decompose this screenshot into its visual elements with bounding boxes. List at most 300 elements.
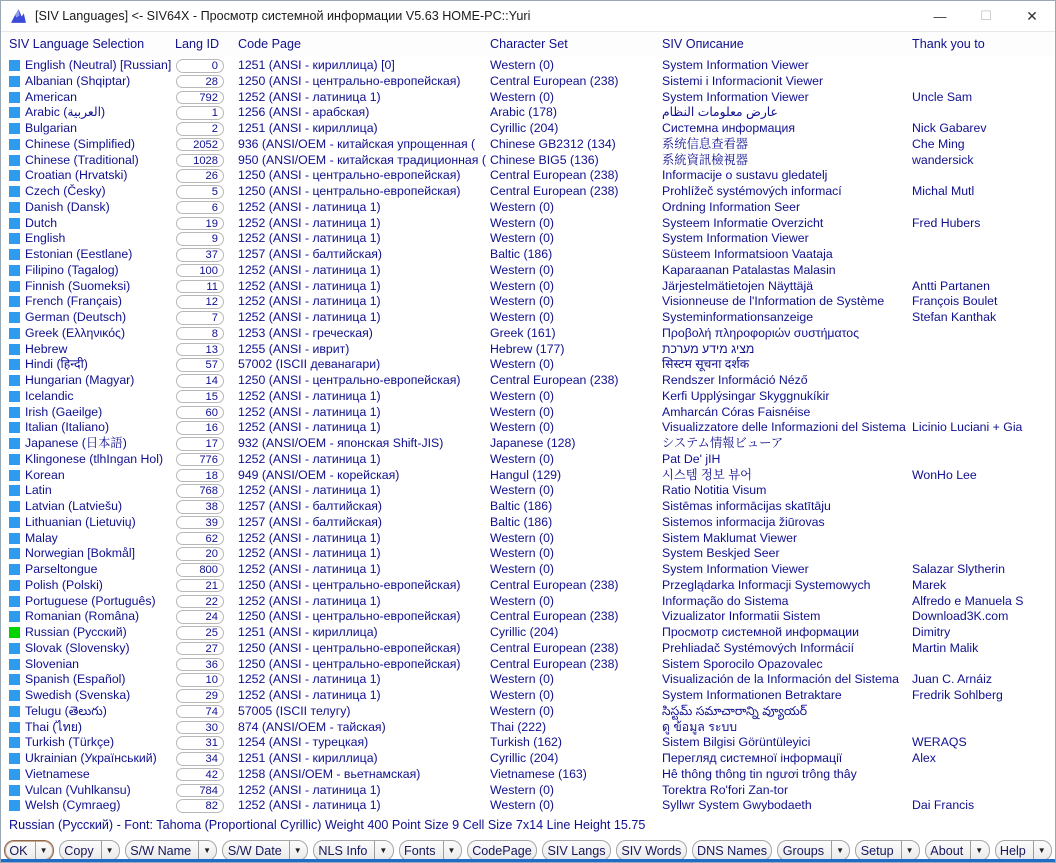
toolbar-button-setup[interactable] <box>855 840 920 861</box>
table-row <box>1 216 1055 232</box>
table-header <box>1 32 1055 57</box>
language-checkbox[interactable] <box>9 123 20 134</box>
language-checkbox[interactable] <box>9 485 20 496</box>
character-set-value: Cyrillic (204) <box>490 121 559 135</box>
language-name[interactable]: Hebrew <box>25 341 68 356</box>
language-name[interactable]: Arabic (العربية) <box>25 105 106 120</box>
lang-id-field[interactable]: 24 <box>176 610 224 624</box>
language-name[interactable]: Dutch <box>25 215 58 230</box>
table-row <box>1 263 1055 279</box>
language-checkbox[interactable] <box>9 517 20 528</box>
language-name[interactable]: Klingonese (tlhIngan Hol) <box>25 451 164 466</box>
siv-description-value: Visualizzatore delle Informazioni del Sistema <box>662 420 906 435</box>
language-checkbox[interactable] <box>9 233 20 244</box>
table-row <box>1 735 1055 751</box>
language-checkbox[interactable] <box>9 202 20 213</box>
language-name[interactable]: Czech (Česky) <box>25 184 106 198</box>
language-checkbox[interactable] <box>9 359 20 370</box>
code-page-value: 1252 (ANSI - латиница 1) <box>238 483 381 498</box>
lang-id-field[interactable]: 13 <box>176 343 224 357</box>
lang-id-field[interactable]: 0 <box>176 59 224 73</box>
language-name[interactable]: English (Neutral) [Russian] <box>25 58 172 72</box>
code-page-value: 1251 (ANSI - кириллица) <box>238 625 378 639</box>
language-checkbox[interactable] <box>9 186 20 197</box>
thank-you-value: Fred Hubers <box>912 215 981 230</box>
language-name[interactable]: Icelandic <box>25 388 74 403</box>
button-label: SIV Langs <box>547 843 606 858</box>
lang-id-field[interactable]: 31 <box>176 736 224 750</box>
language-checkbox[interactable] <box>9 407 20 418</box>
thank-you-value <box>912 499 1053 515</box>
character-set-value: Central European (238) <box>490 184 619 198</box>
close-button[interactable] <box>1009 1 1055 31</box>
maximize-button[interactable] <box>963 1 1009 31</box>
language-name[interactable]: Polish (Polski) <box>25 577 103 592</box>
lang-id-field[interactable]: 20 <box>176 547 224 561</box>
lang-id-field[interactable]: 57 <box>176 358 224 372</box>
language-checkbox[interactable] <box>9 454 20 465</box>
toolbar-button-ok[interactable] <box>4 840 54 861</box>
code-page-value: 1250 (ANSI - центрально-европейская) <box>238 168 461 183</box>
dropdown-arrow-icon[interactable]: ▼ <box>970 841 986 860</box>
character-set-value: Western (0) <box>490 278 555 293</box>
language-name[interactable]: Italian (Italiano) <box>25 420 110 435</box>
language-name[interactable]: Lithuanian (Lietuvių) <box>25 514 136 529</box>
thank-you-value: Antti Partanen <box>912 278 990 293</box>
table-row <box>1 641 1055 657</box>
language-name[interactable]: Hungarian (Magyar) <box>25 373 135 387</box>
toolbar-button-siv-words[interactable] <box>616 840 687 861</box>
lang-id-field[interactable]: 25 <box>176 626 224 640</box>
siv-description-value: 系统信息查看器 <box>662 136 749 151</box>
table-row <box>1 58 1055 74</box>
table-row <box>1 184 1055 200</box>
thank-you-value: WERAQS <box>912 735 967 750</box>
table-row <box>1 279 1055 295</box>
table-row <box>1 436 1055 452</box>
lang-id-field[interactable]: 15 <box>176 390 224 404</box>
character-set-value: Western (0) <box>490 231 555 246</box>
lang-id-field[interactable]: 7 <box>176 311 224 325</box>
button-label: Help <box>999 843 1026 858</box>
language-checkbox[interactable] <box>9 470 20 481</box>
language-checkbox[interactable] <box>9 737 20 748</box>
table-row <box>1 153 1055 169</box>
status-text: Russian (Русский) - Font: Tahoma (Proportional Cyrillic) Weight 400 Point Size 9 Cell Size 7x14 Line Height 15.75 <box>9 818 646 832</box>
language-name[interactable]: Japanese (日本語) <box>25 436 127 450</box>
table-row <box>1 310 1055 326</box>
character-set-value: Cyrillic (204) <box>490 625 559 639</box>
code-page-value: 1251 (ANSI - кириллица) <box>238 751 378 765</box>
thank-you-value <box>912 546 1053 562</box>
language-name[interactable]: Croatian (Hrvatski) <box>25 168 128 183</box>
table-row <box>1 405 1055 421</box>
language-name[interactable]: Russian (Русский) <box>25 625 127 639</box>
language-checkbox[interactable] <box>9 769 20 780</box>
language-checkbox[interactable] <box>9 611 20 622</box>
dropdown-arrow-icon[interactable]: ▼ <box>1033 841 1049 860</box>
character-set-value: Western (0) <box>490 562 555 576</box>
code-page-value: 1253 (ANSI - греческая) <box>238 325 373 340</box>
code-page-value: 1250 (ANSI - центрально-европейская) <box>238 656 461 671</box>
lang-id-field[interactable]: 100 <box>176 264 224 278</box>
lang-id-field[interactable]: 38 <box>176 500 224 514</box>
character-set-value: Japanese (128) <box>490 436 576 450</box>
language-checkbox[interactable] <box>9 265 20 276</box>
language-checkbox[interactable] <box>9 155 20 166</box>
lang-id-field[interactable]: 5 <box>176 185 224 199</box>
lang-id-field[interactable]: 11 <box>176 280 224 294</box>
language-checkbox[interactable] <box>9 643 20 654</box>
dropdown-arrow-icon[interactable]: ▼ <box>374 841 390 860</box>
language-name[interactable]: Chinese (Simplified) <box>25 136 136 151</box>
code-page-value: 1252 (ANSI - латиница 1) <box>238 451 381 466</box>
language-checkbox[interactable] <box>9 690 20 701</box>
language-table-body <box>1 58 1055 815</box>
language-name[interactable]: Slovenian <box>25 656 80 671</box>
toolbar-button-nls-info[interactable] <box>313 840 394 861</box>
language-name[interactable]: Irish (Gaeilge) <box>25 404 103 419</box>
thank-you-value <box>912 452 1053 468</box>
character-set-value: Vietnamese (163) <box>490 766 587 781</box>
siv-description-value: Системна информация <box>662 121 796 135</box>
language-checkbox[interactable] <box>9 501 20 512</box>
siv-description-value: Sistem Bilgisi Görüntüleyici <box>662 735 811 750</box>
lang-id-field[interactable]: 60 <box>176 406 224 420</box>
title-bar <box>1 1 1055 32</box>
thank-you-value: Che Ming <box>912 136 965 151</box>
language-name[interactable]: Vietnamese <box>25 766 90 781</box>
language-name[interactable]: Portuguese (Português) <box>25 593 156 608</box>
button-label: Fonts <box>404 843 436 858</box>
character-set-value: Western (0) <box>490 89 555 104</box>
code-page-value: 1257 (ANSI - балтийская) <box>238 514 383 529</box>
lang-id-field[interactable]: 74 <box>176 705 224 719</box>
thank-you-value <box>912 720 1053 736</box>
siv-description-value: عارض معلومات النظام <box>662 105 778 120</box>
lang-id-field[interactable]: 18 <box>176 469 224 483</box>
siv-description-value: Rendszer Információ Néző <box>662 373 808 387</box>
language-checkbox[interactable] <box>9 627 20 638</box>
lang-id-field[interactable]: 42 <box>176 768 224 782</box>
button-label: SIV Words <box>621 843 682 858</box>
thank-you-value <box>912 483 1053 499</box>
thank-you-value: wandersick <box>912 152 974 167</box>
language-name[interactable]: Welsh (Cymraeg) <box>25 798 121 813</box>
lang-id-field[interactable]: 792 <box>176 91 224 105</box>
language-name[interactable]: Korean <box>25 467 65 482</box>
table-row <box>1 389 1055 405</box>
language-checkbox[interactable] <box>9 312 20 323</box>
language-checkbox[interactable] <box>9 785 20 796</box>
language-name[interactable]: Estonian (Eestlane) <box>25 247 133 261</box>
toolbar-button-about[interactable] <box>925 840 990 861</box>
code-page-value: 1252 (ANSI - латиница 1) <box>238 688 381 702</box>
lang-id-field[interactable]: 82 <box>176 799 224 813</box>
language-name[interactable]: French (Français) <box>25 294 123 309</box>
table-row <box>1 373 1055 389</box>
lang-id-field[interactable]: 800 <box>176 563 224 577</box>
lang-id-field[interactable]: 8 <box>176 327 224 341</box>
language-checkbox[interactable] <box>9 533 20 544</box>
dropdown-arrow-icon[interactable]: ▼ <box>198 841 214 860</box>
dropdown-arrow-icon[interactable]: ▼ <box>831 841 847 860</box>
language-checkbox[interactable] <box>9 107 20 118</box>
language-name[interactable]: German (Deutsch) <box>25 310 127 324</box>
toolbar-button-fonts[interactable] <box>399 840 462 861</box>
lang-id-field[interactable]: 12 <box>176 295 224 309</box>
thank-you-value: François Boulet <box>912 294 998 309</box>
code-page-value: 1251 (ANSI - кириллица) [0] <box>238 58 395 72</box>
language-name[interactable]: Greek (Ελληνικός) <box>25 325 126 340</box>
language-name[interactable]: Slovak (Slovensky) <box>25 640 130 655</box>
language-checkbox[interactable] <box>9 722 20 733</box>
toolbar-button-s-w-date[interactable] <box>222 840 308 861</box>
lang-id-field[interactable]: 776 <box>176 453 224 467</box>
character-set-value: Western (0) <box>490 593 555 608</box>
siv-app-icon <box>10 8 27 25</box>
lang-id-field[interactable]: 39 <box>176 516 224 530</box>
character-set-value: Western (0) <box>490 294 555 309</box>
code-page-value: 1252 (ANSI - латиница 1) <box>238 278 381 293</box>
table-row <box>1 200 1055 216</box>
siv-description-value: Informacije o sustavu gledatelj <box>662 168 828 183</box>
character-set-value: Central European (238) <box>490 609 619 624</box>
table-row <box>1 672 1055 688</box>
character-set-value: Western (0) <box>490 199 555 214</box>
language-checkbox[interactable] <box>9 76 20 87</box>
code-page-value: 1250 (ANSI - центрально-европейская) <box>238 184 461 198</box>
thank-you-value <box>912 326 1053 342</box>
status-bar <box>9 818 1051 838</box>
language-name[interactable]: Thai (ไทย) <box>25 719 83 734</box>
language-checkbox[interactable] <box>9 753 20 764</box>
button-label: DNS Names <box>697 843 768 858</box>
thank-you-value: Uncle Sam <box>912 89 973 104</box>
table-row <box>1 105 1055 121</box>
language-name[interactable]: Romanian (Româna) <box>25 609 140 624</box>
lang-id-field[interactable]: 37 <box>176 248 224 262</box>
table-row <box>1 74 1055 90</box>
toolbar-button-copy[interactable] <box>59 840 120 861</box>
lang-id-field[interactable]: 19 <box>176 217 224 231</box>
dropdown-arrow-icon[interactable]: ▼ <box>443 841 459 860</box>
siv-description-value: Torektra Ro'fori Zan-tor <box>662 782 789 797</box>
toolbar-button-groups[interactable] <box>777 840 850 861</box>
code-page-value: 949 (ANSI/OEM - корейская) <box>238 467 400 482</box>
code-page-value: 1250 (ANSI - центрально-европейская) <box>238 73 461 88</box>
lang-id-field[interactable]: 17 <box>176 437 224 451</box>
lang-id-field[interactable]: 36 <box>176 658 224 672</box>
lang-id-field[interactable]: 2052 <box>176 138 224 152</box>
code-page-value: 1254 (ANSI - турецкая) <box>238 735 369 750</box>
thank-you-value: Dai Francis <box>912 798 975 813</box>
language-checkbox[interactable] <box>9 438 20 449</box>
language-name[interactable]: English <box>25 231 66 246</box>
header-siv-description: SIV Описание <box>662 37 744 51</box>
lang-id-field[interactable]: 6 <box>176 201 224 215</box>
thank-you-value <box>912 74 1053 90</box>
thank-you-value: Martin Malik <box>912 640 979 655</box>
siv-description-value: Ratio Notitia Visum <box>662 483 767 498</box>
lang-id-field[interactable]: 9 <box>176 232 224 246</box>
lang-id-field[interactable]: 16 <box>176 421 224 435</box>
thank-you-value <box>912 231 1053 247</box>
language-name[interactable]: Turkish (Türkçe) <box>25 735 115 750</box>
language-checkbox[interactable] <box>9 422 20 433</box>
dropdown-arrow-icon[interactable]: ▼ <box>101 841 117 860</box>
dropdown-arrow-icon[interactable]: ▼ <box>289 841 305 860</box>
language-name[interactable]: Albanian (Shqiptar) <box>25 73 131 88</box>
button-label: Groups <box>782 843 825 858</box>
siv-description-value: Systeem Informatie Overzicht <box>662 215 824 230</box>
lang-id-field[interactable]: 1 <box>176 106 224 120</box>
code-page-value: 1257 (ANSI - балтийская) <box>238 499 383 513</box>
toolbar-button-siv-langs[interactable] <box>542 840 611 861</box>
character-set-value: Hebrew (177) <box>490 341 565 356</box>
language-checkbox[interactable] <box>9 281 20 292</box>
siv-description-value: Süsteem Informatsioon Vaataja <box>662 247 833 261</box>
language-name[interactable]: Swedish (Svenska) <box>25 688 131 702</box>
lang-id-field[interactable]: 14 <box>176 374 224 388</box>
dropdown-arrow-icon[interactable]: ▼ <box>901 841 917 860</box>
code-page-value: 950 (ANSI/OEM - китайская традиционная ( <box>238 152 486 167</box>
language-name[interactable]: Finnish (Suomeksi) <box>25 278 131 293</box>
code-page-value: 1258 (ANSI/OEM - вьетнамская) <box>238 766 421 781</box>
lang-id-field[interactable]: 27 <box>176 642 224 656</box>
lang-id-field[interactable]: 30 <box>176 721 224 735</box>
language-name[interactable]: Spanish (Español) <box>25 672 126 687</box>
thank-you-value <box>912 657 1053 673</box>
thank-you-value: Nick Gabarev <box>912 121 987 135</box>
language-name[interactable]: Parseltongue <box>25 562 98 576</box>
language-checkbox[interactable] <box>9 92 20 103</box>
language-name[interactable]: American <box>25 89 77 104</box>
language-checkbox[interactable] <box>9 170 20 181</box>
siv-description-value: Pat De' jIH <box>662 451 721 466</box>
language-checkbox[interactable] <box>9 391 20 402</box>
lang-id-field[interactable]: 2 <box>176 122 224 136</box>
language-name[interactable]: Danish (Dansk) <box>25 199 110 214</box>
language-checkbox[interactable] <box>9 375 20 386</box>
character-set-value: Western (0) <box>490 215 555 230</box>
language-name[interactable]: Latvian (Latviešu) <box>25 499 123 513</box>
window-title: [SIV Languages] <- SIV64X - Просмотр системной информации V5.63 HOME-PC::Yuri <box>35 9 531 23</box>
language-checkbox[interactable] <box>9 548 20 559</box>
language-name[interactable]: Latin <box>25 483 52 498</box>
language-name[interactable]: Hindi (हिन्दी) <box>25 357 88 372</box>
code-page-value: 936 (ANSI/OEM - китайская упрощенная ( <box>238 136 476 151</box>
language-checkbox[interactable] <box>9 296 20 307</box>
language-name[interactable]: Telugu (తెలుగు) <box>25 703 107 718</box>
language-checkbox[interactable] <box>9 580 20 591</box>
siv-description-value: Prehliadač Systémových Informácií <box>662 640 855 655</box>
language-checkbox[interactable] <box>9 706 20 717</box>
language-checkbox[interactable] <box>9 139 20 150</box>
language-checkbox[interactable] <box>9 249 20 260</box>
dropdown-arrow-icon[interactable]: ▼ <box>35 841 51 860</box>
character-set-value: Western (0) <box>490 451 555 466</box>
language-checkbox[interactable] <box>9 218 20 229</box>
lang-id-field[interactable]: 29 <box>176 689 224 703</box>
character-set-value: Chinese GB2312 (134) <box>490 136 616 151</box>
lang-id-field[interactable]: 1028 <box>176 154 224 168</box>
button-label: NLS Info <box>318 843 368 858</box>
language-checkbox[interactable] <box>9 328 20 339</box>
thank-you-value: Alex <box>912 751 936 765</box>
close-icon: ✕ <box>1026 7 1038 24</box>
header-lang-id: Lang ID <box>175 37 220 51</box>
language-name[interactable]: Chinese (Traditional) <box>25 152 139 167</box>
siv-description-value: Amharcán Córas Faisnéise <box>662 404 811 419</box>
character-set-value: Western (0) <box>490 58 555 72</box>
character-set-value: Central European (238) <box>490 373 619 387</box>
language-checkbox[interactable] <box>9 596 20 607</box>
toolbar-button-codepage[interactable] <box>467 840 537 861</box>
lang-id-field[interactable]: 26 <box>176 169 224 183</box>
lang-id-field[interactable]: 62 <box>176 532 224 546</box>
lang-id-field[interactable]: 784 <box>176 784 224 798</box>
language-checkbox[interactable] <box>9 564 20 575</box>
window-controls <box>917 1 1055 31</box>
siv-description-value: Systeminformationsanzeige <box>662 310 814 324</box>
toolbar-button-s-w-name[interactable] <box>125 840 218 861</box>
lang-id-field[interactable]: 768 <box>176 484 224 498</box>
table-row <box>1 751 1055 767</box>
siv-description-value: System Information Viewer <box>662 231 809 246</box>
toolbar-button-help[interactable] <box>995 840 1053 861</box>
thank-you-value <box>912 168 1053 184</box>
code-page-value: 932 (ANSI/OEM - японская Shift-JIS) <box>238 436 444 450</box>
thank-you-value <box>912 200 1053 216</box>
table-row <box>1 357 1055 373</box>
code-page-value: 1252 (ANSI - латиница 1) <box>238 530 381 545</box>
minimize-button[interactable] <box>917 1 963 31</box>
thank-you-value <box>912 389 1053 405</box>
language-name[interactable]: Bulgarian <box>25 121 77 135</box>
lang-id-field[interactable]: 21 <box>176 579 224 593</box>
language-checkbox[interactable] <box>9 674 20 685</box>
button-label: S/W Name <box>130 843 192 858</box>
language-name[interactable]: Norwegian [Bokmål] <box>25 546 136 561</box>
lang-id-field[interactable]: 28 <box>176 75 224 89</box>
language-checkbox[interactable] <box>9 344 20 355</box>
character-set-value: Western (0) <box>490 357 555 372</box>
code-page-value: 1257 (ANSI - балтийская) <box>238 247 383 261</box>
siv-description-value: Kerfi Upplýsingar Skyggnukíkir <box>662 388 830 403</box>
toolbar-button-dns-names[interactable] <box>692 840 773 861</box>
code-page-value: 1252 (ANSI - латиница 1) <box>238 404 381 419</box>
language-checkbox[interactable] <box>9 60 20 71</box>
thank-you-value: Fredrik Sohlberg <box>912 688 1003 702</box>
language-name[interactable]: Malay <box>25 530 58 545</box>
lang-id-field[interactable]: 22 <box>176 595 224 609</box>
language-name[interactable]: Vulcan (Vuhlkansu) <box>25 782 131 797</box>
character-set-value: Western (0) <box>490 798 555 813</box>
character-set-value: Baltic (186) <box>490 514 553 529</box>
thank-you-value: Stefan Kanthak <box>912 310 997 324</box>
lang-id-field[interactable]: 34 <box>176 752 224 766</box>
siv-description-value: Visionneuse de l'Information de Système <box>662 294 885 309</box>
language-name[interactable]: Filipino (Tagalog) <box>25 262 119 277</box>
code-page-value: 1252 (ANSI - латиница 1) <box>238 782 381 797</box>
language-checkbox[interactable] <box>9 659 20 670</box>
language-checkbox[interactable] <box>9 800 20 811</box>
language-name[interactable]: Ukrainian (Український) <box>25 751 157 765</box>
lang-id-field[interactable]: 10 <box>176 673 224 687</box>
header-language-selection: SIV Language Selection <box>9 37 145 51</box>
table-row <box>1 231 1055 247</box>
